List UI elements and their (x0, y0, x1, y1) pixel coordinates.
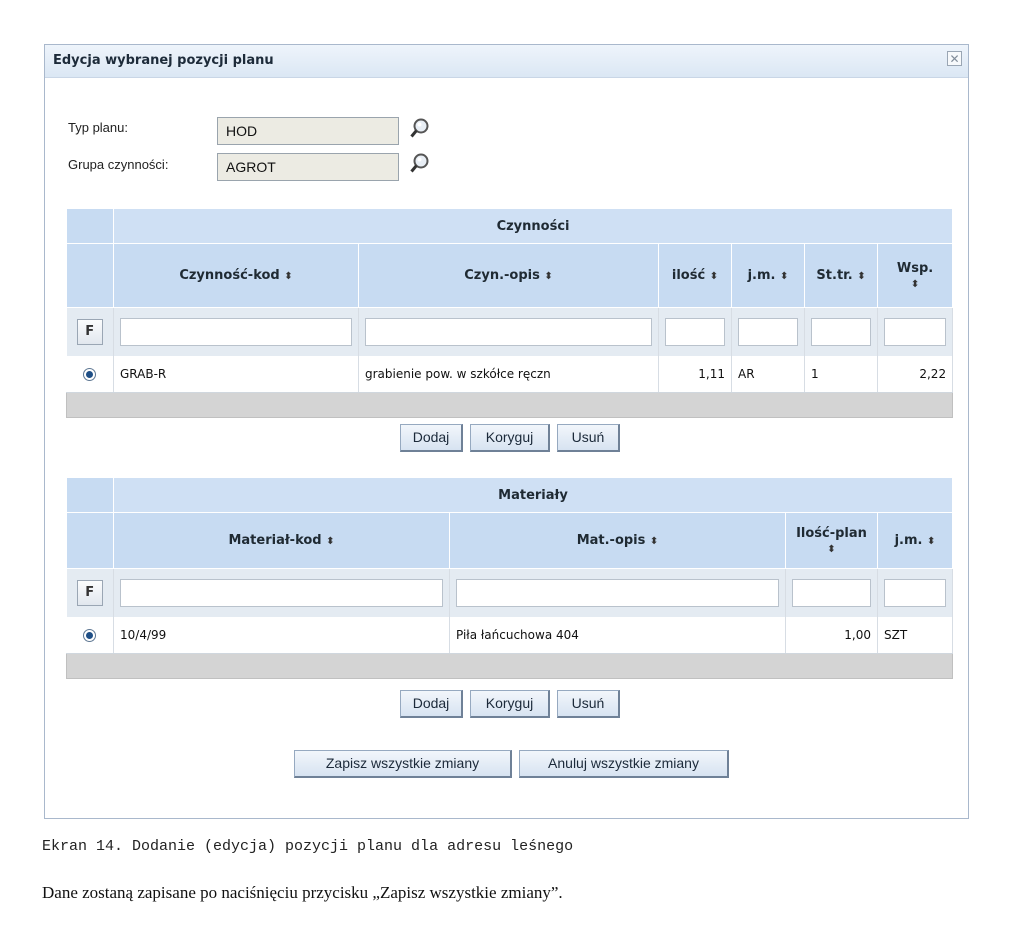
cell-opis: grabienie pow. w szkółce ręczn (359, 356, 659, 393)
filter-ilosc[interactable] (665, 318, 725, 346)
col-czynnosc-kod[interactable]: Czynność-kod ⬍ (114, 244, 359, 308)
cell-kod: 10/4/99 (114, 617, 450, 654)
figure-caption: Ekran 14. Dodanie (edycja) pozycji planu dla adresu leśnego (42, 838, 574, 855)
sort-icon: ⬍ (284, 271, 293, 282)
filter-wsp[interactable] (884, 318, 946, 346)
grupa-czynnosci-label: Grupa czynności: (68, 157, 169, 172)
materialy-table (66, 477, 953, 679)
table-row[interactable] (67, 617, 953, 654)
col-mat-opis[interactable]: Mat.-opis ⬍ (450, 513, 786, 569)
sort-icon: ⬍ (326, 536, 335, 547)
filter-button[interactable]: F (77, 319, 103, 345)
filter-button[interactable]: F (77, 580, 103, 606)
col-sttr[interactable]: St.tr. ⬍ (805, 244, 878, 308)
close-icon[interactable]: ✕ (947, 51, 962, 66)
cell-wsp: 2,22 (878, 356, 953, 393)
cell-jm: SZT (878, 617, 953, 654)
typ-planu-field[interactable]: HOD (217, 117, 399, 145)
materialy-delete-button[interactable]: Usuń (557, 690, 620, 718)
cancel-all-button[interactable]: Anuluj wszystkie zmiany (519, 750, 729, 778)
filter-jm[interactable] (738, 318, 798, 346)
typ-planu-label: Typ planu: (68, 120, 128, 135)
filter-ilosc-plan[interactable] (792, 579, 871, 607)
corner-cell (67, 209, 114, 244)
sort-icon: ⬍ (857, 271, 866, 282)
row-select-radio[interactable] (83, 629, 96, 642)
czynnosci-add-button[interactable]: Dodaj (400, 424, 463, 452)
col-czyn-opis[interactable]: Czyn.-opis ⬍ (359, 244, 659, 308)
filter-czynnosc-kod[interactable] (120, 318, 352, 346)
materialy-edit-button[interactable]: Koryguj (470, 690, 550, 718)
corner-cell (67, 513, 114, 569)
col-jm[interactable]: j.m. ⬍ (732, 244, 805, 308)
row-select-radio[interactable] (83, 368, 96, 381)
cell-sttr: 1 (805, 356, 878, 393)
czynnosci-delete-button[interactable]: Usuń (557, 424, 620, 452)
col-material-kod[interactable]: Materiał-kod ⬍ (114, 513, 450, 569)
sort-icon: ⬍ (927, 536, 936, 547)
corner-cell (67, 244, 114, 308)
col-wsp[interactable]: Wsp. ⬍ (878, 244, 953, 308)
col-ilosc-plan[interactable]: Ilość-plan ⬍ (786, 513, 878, 569)
dialog-titlebar (45, 45, 968, 78)
col-ilosc[interactable]: ilość ⬍ (659, 244, 732, 308)
cell-jm: AR (732, 356, 805, 393)
save-all-button[interactable]: Zapisz wszystkie zmiany (294, 750, 512, 778)
table-footer-bar (67, 393, 953, 418)
table-footer-bar (67, 654, 953, 679)
cell-opis: Piła łańcuchowa 404 (450, 617, 786, 654)
materialy-add-button[interactable]: Dodaj (400, 690, 463, 718)
filter-czyn-opis[interactable] (365, 318, 652, 346)
sort-icon: ⬍ (780, 271, 789, 282)
typ-search-icon[interactable] (409, 117, 431, 139)
grupa-search-icon[interactable] (409, 152, 431, 174)
filter-sttr[interactable] (811, 318, 871, 346)
table-row[interactable] (67, 356, 953, 393)
sort-icon: ⬍ (649, 536, 659, 547)
explanatory-note: Dane zostaną zapisane po naciśnięciu przycisku „Zapisz wszystkie zmiany”. (42, 883, 563, 902)
sort-icon: ⬍ (910, 278, 920, 290)
czynnosci-table (66, 208, 953, 418)
edit-plan-item-dialog (44, 44, 969, 819)
cell-ilosc: 1,11 (659, 356, 732, 393)
filter-jm[interactable] (884, 579, 946, 607)
corner-cell (67, 478, 114, 513)
cell-kod: GRAB-R (114, 356, 359, 393)
sort-icon: ⬍ (827, 543, 836, 555)
czynnosci-title: Czynności (114, 209, 953, 244)
dialog-title: Edycja wybranej pozycji planu (53, 53, 274, 68)
filter-material-kod[interactable] (120, 579, 443, 607)
sort-icon: ⬍ (709, 271, 719, 282)
cell-ilosc: 1,00 (786, 617, 878, 654)
sort-icon: ⬍ (544, 271, 553, 282)
filter-mat-opis[interactable] (456, 579, 779, 607)
col-jm[interactable]: j.m. ⬍ (878, 513, 953, 569)
materialy-title: Materiały (114, 478, 953, 513)
grupa-czynnosci-field[interactable]: AGROT (217, 153, 399, 181)
czynnosci-edit-button[interactable]: Koryguj (470, 424, 550, 452)
